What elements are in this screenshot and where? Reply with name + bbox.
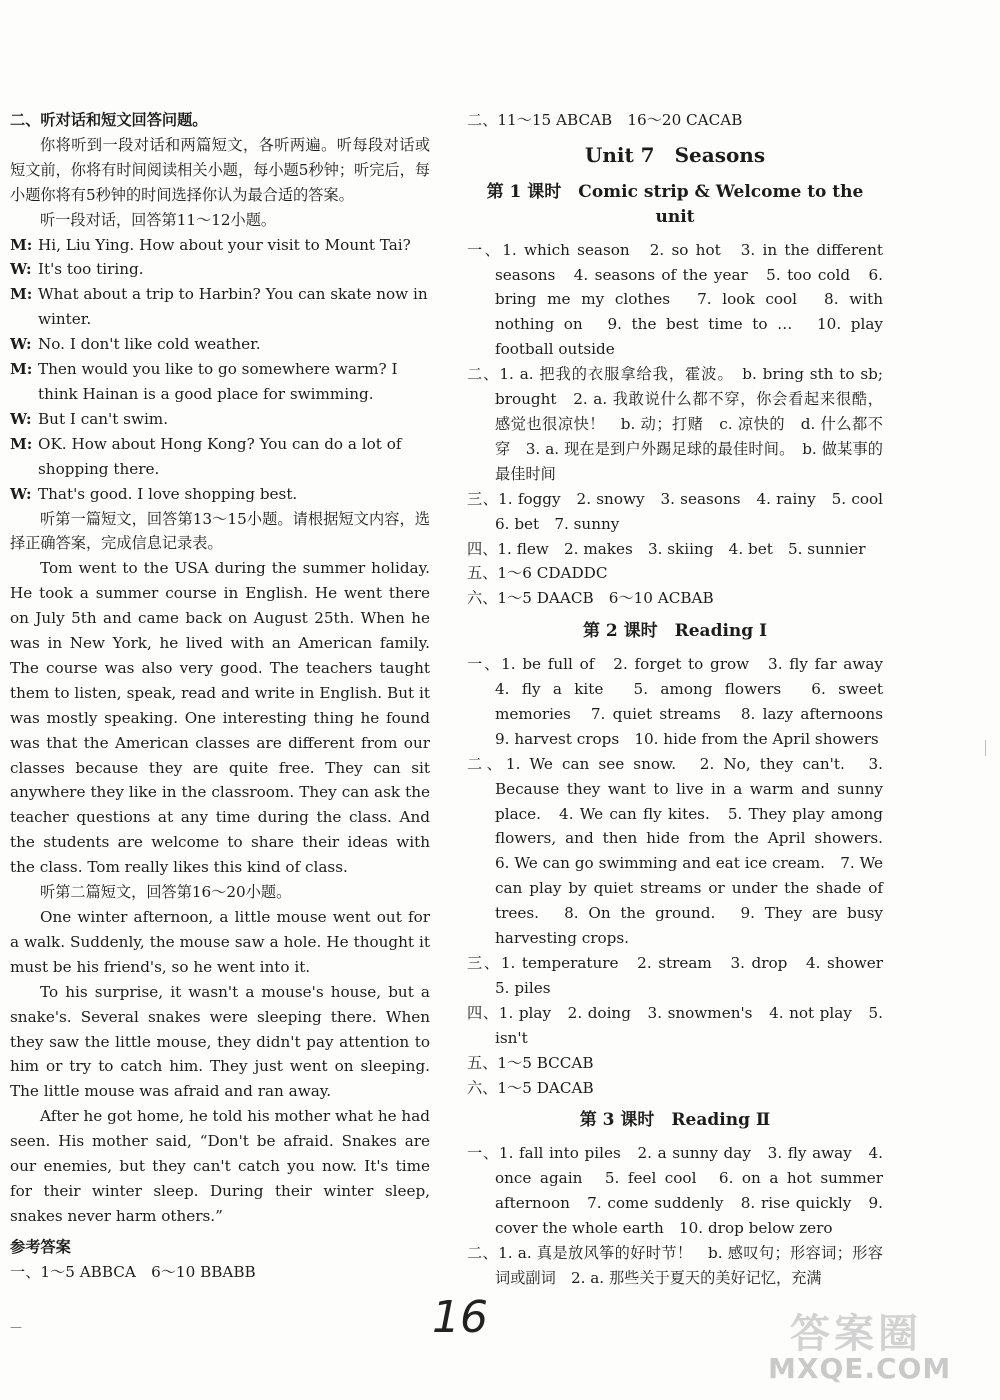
- lesson3-title: 第 3 课时 Reading Ⅱ: [579, 1110, 771, 1131]
- answer-block: 三、1. temperature 2. stream 3. drop 4. shower 5. piles: [467, 954, 899, 997]
- dialogue-line: M: What about a trip to Harbin? You can skate now in winter.: [10, 285, 428, 329]
- answer-block: 三、1. foggy 2. snowy 3. seasons 4. rainy 5. cool 6. bet 7. sunny: [467, 489, 899, 533]
- answers-top-line: 二、11～15 ABCAB 16～20 CACAB: [467, 111, 743, 129]
- passage1-intro: 听第一篇短文，回答第13～15小题。请根据短文内容，选择正确答案，完成信息记录表。: [10, 509, 430, 553]
- answer-block: 二、1. We can see snow. 2. No, they can't. 3. Because they want to live in a warm and sunny place. 4. We can fly kites. 5. They play among flowers, and then hide from the April showers. 6. We can go swimming and eat ice cream. 7. We can play by quiet streams or under the shade of trees. 8. On the ground. 9. They are busy harvesting crops.: [467, 754, 899, 948]
- watermark: [760, 1300, 990, 1395]
- passage2-paragraph: After he got home, he told his mother what he had seen. His mother said, “Don't be afraid. Snakes are our enemies, but they can't catch you now. It's time for their winter sleep. During their winter sleep, snakes never harm others.”: [10, 1107, 430, 1225]
- watermark-logo: 答案圈: [790, 1311, 922, 1357]
- dialogue-line: M: Hi, Liu Ying. How about your visit to Mount Tai?: [10, 235, 411, 254]
- footer-dash: —: [10, 1320, 22, 1334]
- answer-block: 五、1～5 BCCAB: [467, 1053, 594, 1072]
- watermark-url: MXQE.COM: [768, 1352, 952, 1385]
- answer-block: 二、1. a. 真是放风筝的好时节！ b. 感叹句；形容词；形容词或副词 2. a. 那些关于夏天的美好记忆，充满: [467, 1243, 883, 1287]
- answer-block: 六、1～5 DACAB: [467, 1078, 594, 1097]
- margin-mark: [985, 740, 986, 756]
- answer-block: 五、1～6 CDADDC: [467, 564, 608, 583]
- answer-block: 六、1～5 DAACB 6～10 ACBAB: [467, 589, 714, 608]
- answer-block: 一、1. which season 2. so hot 3. in the different seasons 4. seasons of the year 5. too cold 6. bring me my clothes 7. look cool 8. with nothing on 9. the best time to … 10. play football outside: [467, 240, 883, 359]
- right-column: [467, 108, 899, 1291]
- dialogue-intro: 听一段对话，回答第11～12小题。: [40, 210, 277, 229]
- answer-block: 四、1. flew 2. makes 3. skiing 4. bet 5. sunnier: [467, 539, 866, 558]
- passage1-text: Tom went to the USA during the summer holiday. He took a summer course in English. He went there on July 5th and came back on August 25th. When he was in New York, he lived with an American family. The course was also very good. The teachers taught them to listen, speak, read and write in English. But it was mostly speaking. One interesting thing he found was that the American classes are different from our classes because they are quite free. They can sit anywhere they like in the classroom. They can ask the teacher questions at any time during the class. And the students are welcome to share their ideas with the class. Tom really likes this kind of class.: [10, 559, 430, 877]
- dialogue-line: M: Then would you like to go somewhere warm? I think Hainan is a good place for swimming.: [10, 360, 398, 403]
- answer-block: 一、1. fall into piles 2. a sunny day 3. fly away 4. once again 5. feel cool 6. on a hot summer afternoon 7. come suddenly 8. rise quickly 9. cover the whole earth 10. drop below zero: [467, 1144, 883, 1238]
- left-column: [10, 108, 430, 1285]
- lesson2-title: 第 2 课时 Reading Ⅰ: [582, 621, 768, 642]
- answer-block: 四、1. play 2. doing 3. snowmen's 4. not play 5. isn't: [467, 1003, 883, 1047]
- unit-title: Unit 7 Seasons: [584, 142, 766, 167]
- reference-answers-line: 一、1～5 ABBCA 6～10 BBABB: [10, 1262, 256, 1281]
- reference-answers-title: 参考答案: [10, 1237, 71, 1256]
- instructions: 你将听到一段对话和两篇短文，各听两遍。听每段对话或短文前，你将有时间阅读相关小题，每小题5秒钟；听完后，每小题你将有5秒钟的时间选择你认为最合适的答案。: [10, 135, 430, 204]
- passage2-paragraph: One winter afternoon, a little mouse went out for a walk. Suddenly, the mouse saw a hole. He thought it must be his friend's, so he went into it.: [10, 908, 430, 976]
- lesson1-title: 第 1 课时 Comic strip & Welcome to the unit: [486, 181, 864, 227]
- answer-block: 一、1. be full of 2. forget to grow 3. fly far away 4. fly a kite 5. among flowers 6. sweet memories 7. quiet streams 8. lazy afternoons 9. harvest crops 10. hide from the April showers: [467, 655, 899, 748]
- dialogue-line: W: It's too tiring.: [10, 260, 144, 279]
- dialogue-line: W: That's good. I love shopping best.: [10, 484, 298, 503]
- dialogue-line: W: No. I don't like cold weather.: [10, 335, 261, 354]
- answer-block: 二、1. a. 把我的衣服拿给我，霍波。 b. bring sth to sb; brought 2. a. 我敢说什么都不穿，你会看起来很酷，感觉也很凉快！ b. 动；打赌 c. 凉快的 d. 什么都不穿 3. a. 现在是到户外踢足球的最佳时间。 b. 做某事的最佳时间: [467, 365, 883, 483]
- dialogue-line: M: OK. How about Hong Kong? You can do a lot of shopping there.: [10, 434, 402, 478]
- passage2-paragraph: To his surprise, it wasn't a mouse's house, but a snake's. Several snakes were sleeping there. When they saw the little mouse, they didn't pay attention to him or try to catch him. They just went on sleeping. The little mouse was afraid and ran away.: [10, 982, 430, 1101]
- passage2-intro: 听第二篇短文，回答第16～20小题。: [40, 883, 292, 902]
- dialogue-line: W: But I can't swim.: [10, 409, 169, 428]
- section-heading: 二、听对话和短文回答问题。: [10, 111, 208, 129]
- page-number: 16: [432, 1292, 488, 1343]
